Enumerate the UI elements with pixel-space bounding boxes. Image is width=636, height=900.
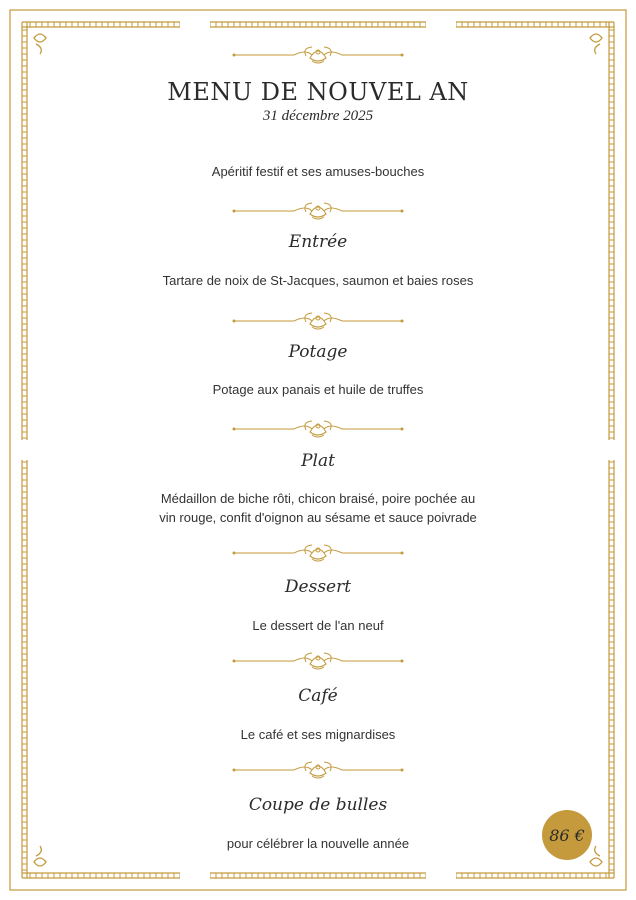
price-badge: [542, 810, 592, 860]
course-dish-coupe: pour célébrer la nouvelle année: [226, 836, 410, 851]
course-title-plat: Plat: [301, 451, 335, 471]
ornament-divider: [230, 542, 406, 564]
ornament-divider: [230, 200, 406, 222]
menu-title: MENU DE NOUVEL AN: [167, 78, 469, 106]
course-dish-plat-line2: vin rouge, confit d'oignon au sésame et sauce poivrade: [159, 510, 477, 525]
course-dish-dessert: Le dessert de l'an neuf: [252, 618, 384, 633]
course-dish-cafe: Le café et ses mignardises: [240, 727, 396, 742]
price-text: 86 €: [549, 825, 585, 845]
course-dish-plat-line1: Médaillon de biche rôti, chicon braisé, poire pochée au: [160, 491, 476, 506]
aperitif-text: Apéritif festif et ses amuses-bouches: [211, 164, 425, 179]
course-title-coupe: Coupe de bulles: [248, 795, 388, 815]
course-title-dessert: Dessert: [284, 577, 352, 597]
ornament-divider: [230, 310, 406, 332]
course-title-entree: Entrée: [288, 232, 348, 252]
ornament-divider: [230, 650, 406, 672]
course-title-cafe: Café: [298, 686, 338, 706]
course-title-potage: Potage: [288, 342, 348, 362]
course-dish-entree: Tartare de noix de St-Jacques, saumon et baies roses: [162, 273, 474, 288]
course-dish-potage: Potage aux panais et huile de truffes: [212, 382, 424, 397]
menu-date: 31 décembre 2025: [262, 108, 374, 124]
ornament-divider: [230, 759, 406, 781]
ornament-divider: [230, 44, 406, 66]
ornament-divider: [230, 418, 406, 440]
